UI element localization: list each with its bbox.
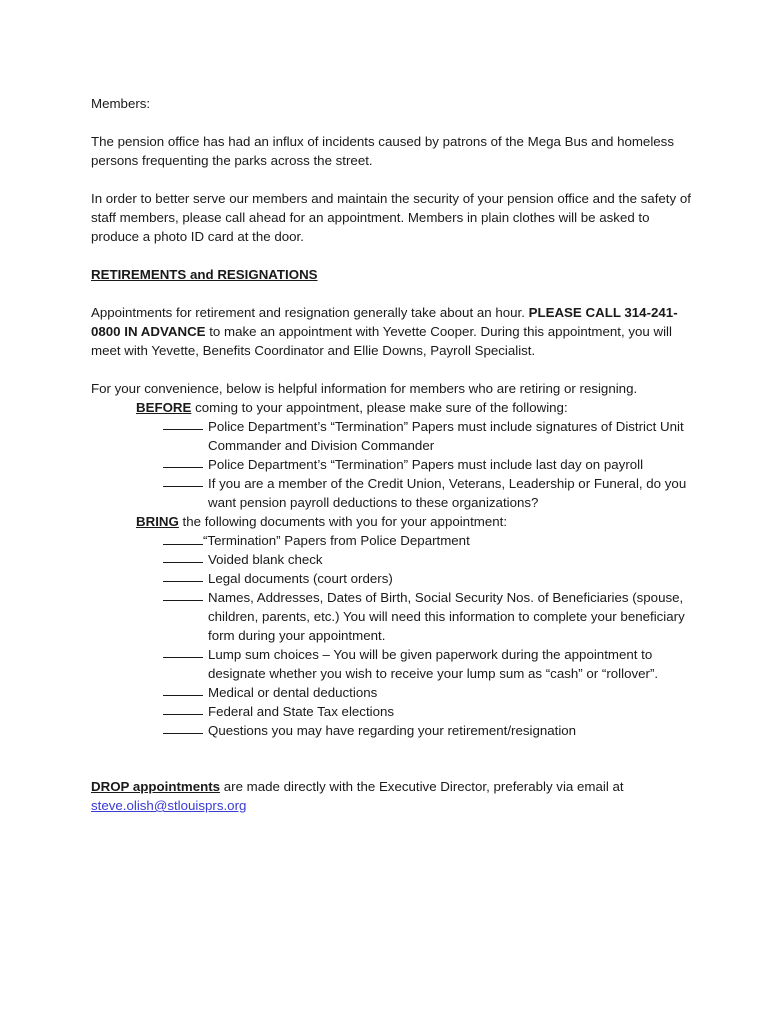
drop-paragraph: DROP appointments are made directly with the Executive Director, preferably via email at steve.olish@stlouisprs.org <box>91 779 624 813</box>
checkbox-blank <box>163 455 203 468</box>
bring-item: Legal documents (court orders) <box>91 569 711 588</box>
checkbox-blank <box>163 550 203 563</box>
checkbox-blank <box>163 683 203 696</box>
bring-item: Lump sum choices – You will be given paperwork during the appointment to designate whether you wish to receive your lump sum as “cash” or “rollover”. <box>91 645 711 683</box>
call-in-advance: PLEASE CALL 314-241-0800 IN ADVANCE <box>91 305 678 339</box>
bring-item: Voided blank check <box>91 550 711 569</box>
convenience-line: For your convenience, below is helpful information for members who are retiring or resigning. <box>91 381 638 396</box>
checkbox-blank <box>163 417 203 430</box>
checkbox-blank <box>163 645 203 658</box>
checkbox-blank <box>163 721 203 734</box>
intro-paragraph: The pension office has had an influx of incidents caused by patrons of the Mega Bus and homeless persons frequenting the parks across the street. <box>91 134 674 168</box>
bring-item: Medical or dental deductions <box>91 683 711 702</box>
checkbox-blank <box>163 702 203 715</box>
bring-item: “Termination” Papers from Police Department <box>91 531 711 550</box>
checkbox-blank <box>163 569 203 582</box>
bring-item: Questions you may have regarding your retirement/resignation <box>91 721 711 740</box>
before-heading: BEFORE coming to your appointment, please make sure of the following: <box>136 400 568 415</box>
before-item: Police Department’s “Termination” Papers must include last day on payroll <box>91 455 711 474</box>
section-heading: RETIREMENTS and RESIGNATIONS <box>91 267 318 282</box>
bring-heading: BRING the following documents with you for your appointment: <box>136 514 508 529</box>
greeting: Members: <box>91 96 151 111</box>
bring-item: Names, Addresses, Dates of Birth, Social Security Nos. of Beneficiaries (spouse, children, parents, etc.) You will need this information to complete your beneficiary form during your appointment. <box>91 588 711 645</box>
before-item: If you are a member of the Credit Union, Veterans, Leadership or Funeral, do you want pension payroll deductions to these organizations? <box>91 474 711 512</box>
before-item: Police Department’s “Termination” Papers must include signatures of District Unit Commander and Division Commander <box>91 417 711 455</box>
appointments-paragraph: Appointments for retirement and resignation generally take about an hour. PLEASE CALL 314-241-0800 IN ADVANCE to make an appointment with Yevette Cooper. During this appointment, you will meet with Yevette, Benefits Coordinator and Ellie Downs, Payroll Specialist. <box>91 305 678 358</box>
checklist-section <box>91 379 711 740</box>
security-paragraph: In order to better serve our members and maintain the security of your pension office and the safety of staff members, please call ahead for an appointment. Members in plain clothes will be asked to produce a photo ID card at the door. <box>91 191 691 244</box>
bring-item: Federal and State Tax elections <box>91 702 711 721</box>
checkbox-blank <box>163 532 203 545</box>
checkbox-blank <box>163 588 203 601</box>
email-link[interactable]: steve.olish@stlouisprs.org <box>91 798 247 813</box>
checkbox-blank <box>163 474 203 487</box>
